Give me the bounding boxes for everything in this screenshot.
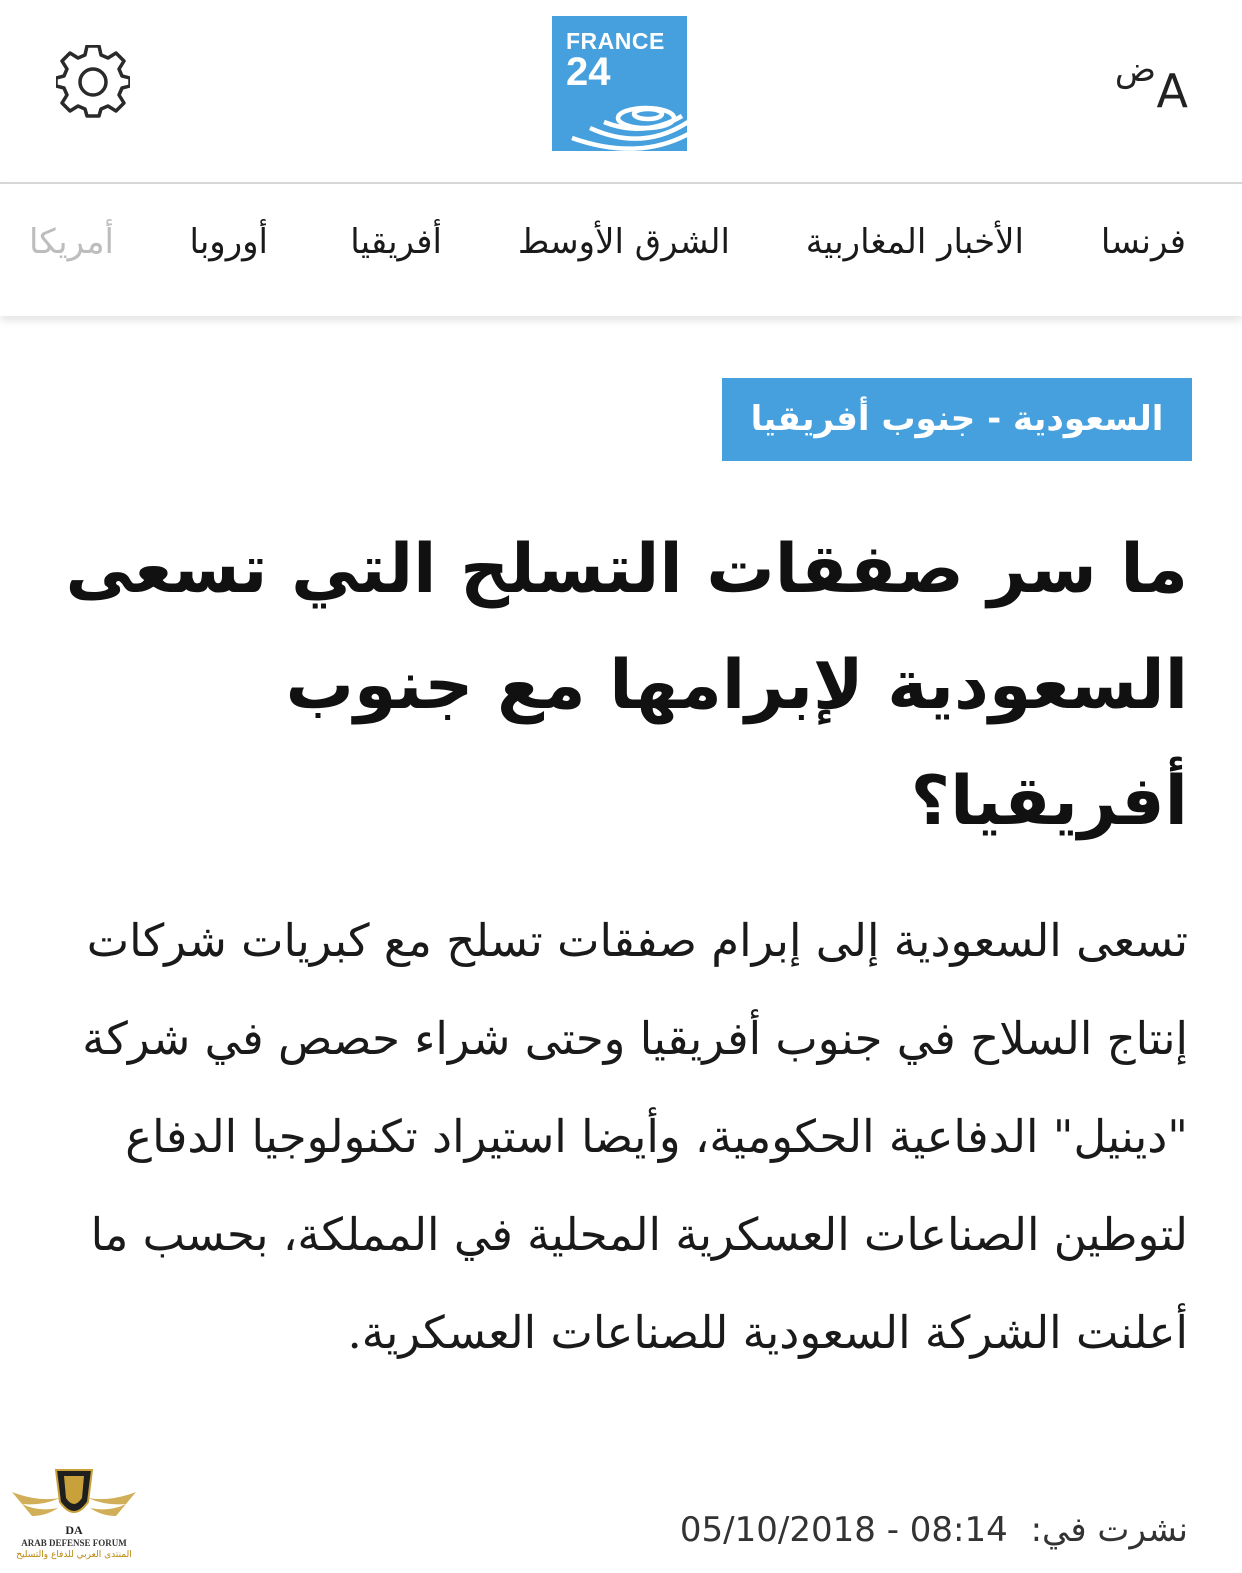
svg-text:DA: DA	[65, 1523, 83, 1537]
publish-date-label: نشرت في:	[1030, 1510, 1188, 1550]
publish-date	[680, 1510, 1188, 1550]
article-tag[interactable]: السعودية - جنوب أفريقيا	[722, 378, 1192, 461]
font-size-latin-glyph: A	[1156, 64, 1188, 118]
nav-item-maghreb[interactable]: الأخبار المغاربية	[805, 222, 1024, 262]
nav-item-americas[interactable]: أمريكا	[28, 222, 114, 262]
france24-logo[interactable]	[552, 16, 687, 151]
logo-text-france: FRANCE	[566, 28, 665, 54]
font-size-arabic-glyph: ض	[1114, 50, 1156, 90]
watermark-text-en: ARAB DEFENSE FORUM	[21, 1538, 127, 1548]
arab-defense-forum-watermark	[8, 1462, 140, 1570]
nav-item-middle-east[interactable]: الشرق الأوسط	[517, 222, 730, 262]
font-size-button[interactable]	[1098, 50, 1188, 120]
forum-emblem-icon	[8, 1462, 140, 1540]
logo-text-24: 24	[566, 50, 611, 94]
app-header	[0, 0, 1242, 184]
nav-item-africa[interactable]: أفريقيا	[350, 222, 442, 262]
watermark-text-ar: المنتدى العربي للدفاع والتسليح	[16, 1550, 132, 1560]
article-lead: تسعى السعودية إلى إبرام صفقات تسلح مع كبريات شركات إنتاج السلاح في جنوب أفريقيا وحتى شراء حصص في شركة "دينيل" الدفاعية الحكومية، وأيضا استيراد تكنولوجيا الدفاع لتوطين الصناعات العسكرية المحلية في المملكة، بحسب ما أعلنت الشركة السعودية للصناعات العسكرية.	[82, 914, 1188, 1359]
nav-item-france[interactable]: فرنسا	[1100, 222, 1186, 262]
publish-date-value: 05/10/2018 - 08:14	[679, 1510, 1008, 1550]
article-headline: ما سر صفقات التسلح التي تسعى السعودية لإبرامها مع جنوب أفريقيا؟	[65, 530, 1188, 841]
gear-icon[interactable]	[56, 45, 130, 119]
nav-item-europe[interactable]: أوروبا	[189, 222, 268, 262]
section-nav	[0, 184, 1242, 316]
